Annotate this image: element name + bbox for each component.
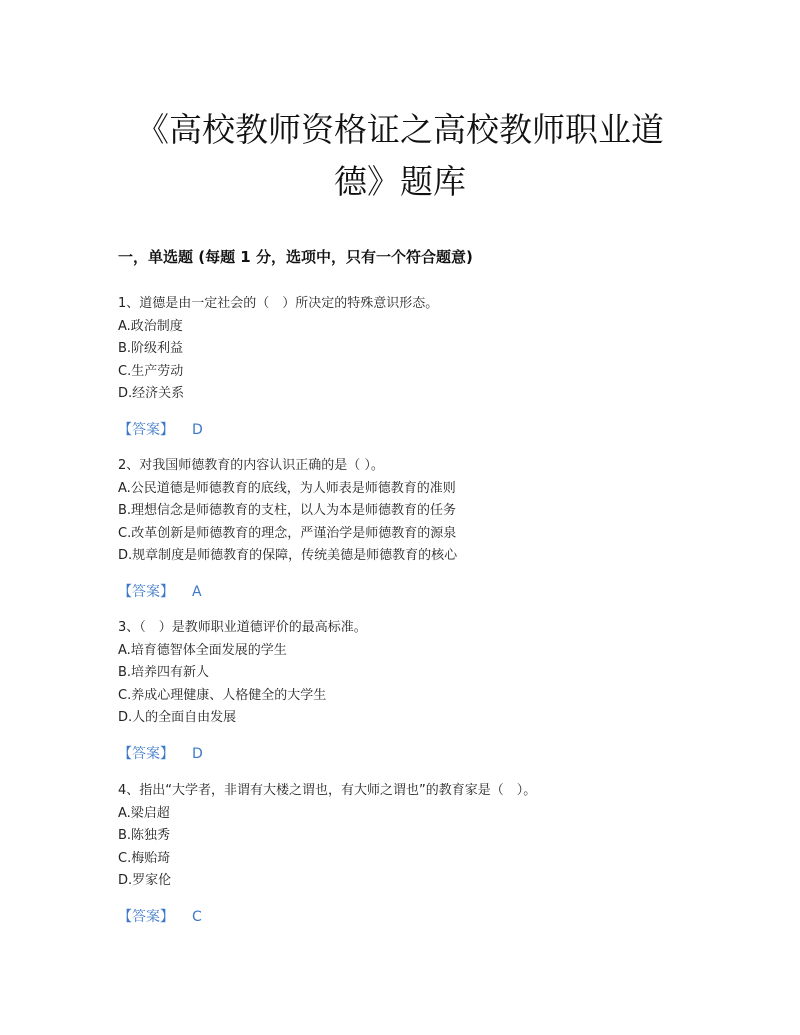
question-3 <box>118 617 718 764</box>
option-b: B.培养四有新人 <box>118 665 210 680</box>
option-c: C.改革创新是师德教育的理念，严谨治学是师德教育的源泉 <box>118 525 457 541</box>
option-d: D.罗家伦 <box>118 873 172 888</box>
answer-value: D <box>192 421 203 438</box>
option-d: D.经济关系 <box>118 386 185 401</box>
question-stem: 3、（ ）是教师职业道德评价的最高标准。 <box>118 620 367 635</box>
document-title-line-2: 德》题库 <box>334 162 466 201</box>
answer-label: 【答案】 <box>118 583 174 600</box>
question-stem: 1、道德是由一定社会的（ ）所决定的特殊意识形态。 <box>118 296 439 311</box>
answer-row <box>118 582 718 602</box>
option-b: B.理想信念是师德教育的支柱，以人为本是师德教育的任务 <box>118 503 457 518</box>
document-title <box>110 104 690 208</box>
question-stem: 4、指出“大学者，非谓有大楼之谓也，有大师之谓也”的教育家是（ ）。 <box>118 783 537 798</box>
answer-label: 【答案】 <box>118 908 174 925</box>
option-b: B.阶级利益 <box>118 341 184 356</box>
option-c: C.梅贻琦 <box>118 850 171 866</box>
question-2 <box>118 455 718 602</box>
answer-value: C <box>192 908 202 925</box>
answer-label: 【答案】 <box>118 745 174 762</box>
question-stem: 2、对我国师德教育的内容认识正确的是（ ）。 <box>118 458 384 473</box>
answer-value: D <box>192 745 203 762</box>
document-title-line-1: 《高校教师资格证之高校教师职业道 <box>136 110 664 149</box>
option-c: C.养成心理健康、人格健全的大学生 <box>118 687 327 703</box>
option-d: D.人的全面自由发展 <box>118 710 237 725</box>
answer-row <box>118 420 718 440</box>
section-heading: 一，单选题 (每题 1 分，选项中，只有一个符合题意) <box>118 248 473 266</box>
option-a: A.政治制度 <box>118 318 183 334</box>
option-a: A.公民道德是师德教育的底线，为人师表是师德教育的准则 <box>118 480 456 496</box>
answer-value: A <box>192 583 202 600</box>
option-a: A.培育德智体全面发展的学生 <box>118 642 287 658</box>
answer-label: 【答案】 <box>118 421 174 438</box>
option-a: A.梁启超 <box>118 805 170 821</box>
option-b: B.陈独秀 <box>118 828 171 843</box>
answer-row <box>118 744 718 764</box>
question-1 <box>118 293 718 440</box>
option-d: D.规章制度是师德教育的保障，传统美德是师德教育的核心 <box>118 548 458 563</box>
question-4 <box>118 780 718 927</box>
option-c: C.生产劳动 <box>118 363 184 379</box>
answer-row <box>118 907 718 927</box>
